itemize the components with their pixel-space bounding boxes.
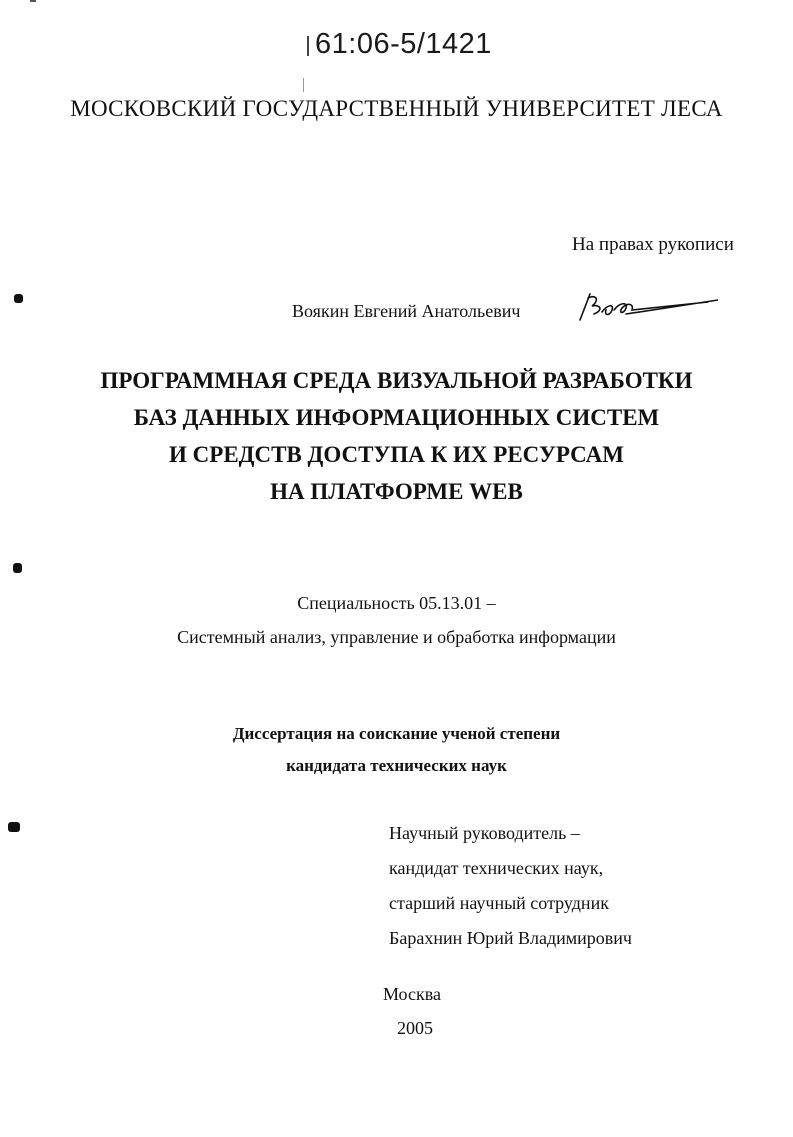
manuscript-rights-note: На правах рукописи	[572, 234, 734, 255]
supervisor-name: Барахнин Юрий Владимирович	[389, 928, 632, 948]
supervisor-block	[389, 816, 632, 956]
specialty-block	[0, 586, 793, 654]
scan-mark	[14, 294, 23, 303]
catalog-tick	[303, 78, 304, 92]
university-name: МОСКОВСКИЙ ГОСУДАРСТВЕННЫЙ УНИВЕРСИТЕТ ЛЕСА	[70, 96, 723, 121]
year: 2005	[397, 1018, 433, 1038]
supervisor-position: старший научный сотрудник	[389, 893, 609, 913]
title-line: И СРЕДСТВ ДОСТУПА К ИХ РЕСУРСАМ	[169, 442, 624, 467]
title-line: БАЗ ДАННЫХ ИНФОРМАЦИОННЫХ СИСТЕМ	[133, 405, 660, 430]
supervisor-role: Научный руководитель –	[389, 823, 580, 843]
author-signature	[578, 290, 718, 326]
specialty-name: Системный анализ, управление и обработка информации	[177, 627, 616, 647]
degree-line: Диссертация на соискание ученой степени	[232, 724, 561, 743]
author-name: Воякин Евгений Анатольевич	[292, 301, 521, 321]
catalog-divider	[307, 36, 309, 56]
scan-mark	[30, 0, 36, 2]
title-line: НА ПЛАТФОРМЕ WEB	[270, 479, 523, 504]
degree-line: кандидата технических наук	[286, 756, 507, 775]
dissertation-title	[0, 362, 793, 510]
supervisor-degree: кандидат технических наук,	[389, 858, 604, 878]
city: Москва	[383, 984, 441, 1004]
catalog-number: 61:06-5/1421	[315, 28, 492, 60]
scan-mark	[13, 563, 22, 573]
degree-block	[0, 718, 793, 782]
specialty-code: Специальность 05.13.01 –	[297, 593, 496, 613]
scan-mark	[8, 822, 20, 832]
title-line: ПРОГРАММНАЯ СРЕДА ВИЗУАЛЬНОЙ РАЗРАБОТКИ	[100, 368, 693, 393]
